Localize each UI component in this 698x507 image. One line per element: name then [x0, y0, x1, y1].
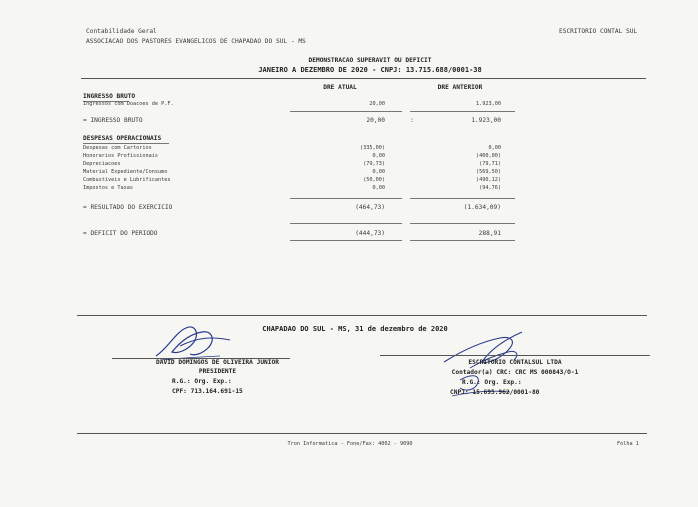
president-cpf: CPF: 713.164.691-15 [172, 388, 243, 395]
header-entity-name: ASSOCIACAO DOS PASTORES EVANGELICOS DE CHAPADAO DO SUL - MS [86, 38, 306, 45]
footer-divider [77, 433, 647, 434]
row-value-previous: (94,76) [479, 185, 501, 191]
subtotal-line-previous [410, 198, 515, 199]
row-label: Material Expediente/Consumo [83, 169, 168, 175]
row-label: Despesas com Cartorios [83, 145, 152, 151]
place-date: CHAPADAO DO SUL - MS, 31 de dezembro de 2020 [262, 325, 448, 333]
report-subtitle: JANEIRO A DEZEMBRO DE 2020 - CNPJ: 13.715.688/0001-38 [258, 66, 482, 74]
accountant-cnpj: CNPJ: 15.695.962/0001-80 [450, 389, 540, 396]
row-value-previous: (400,00) [476, 153, 501, 159]
row-value-current: (335,00) [360, 145, 385, 151]
section-heading-ingresso: INGRESSO BRUTO [83, 93, 136, 100]
total-value-previous: 1.923,00 [471, 117, 501, 124]
resultado-value-previous: (1.634,09) [463, 204, 501, 211]
header-system-name: Contabilidade Geral [86, 28, 157, 35]
signature-top-divider [77, 315, 647, 316]
row-value-previous: (569,50) [476, 169, 501, 175]
column-header-previous: DRE ANTERIOR [437, 84, 483, 91]
president-rg: R.G.: Org. Exp.: [172, 378, 232, 385]
deficit-line-current [290, 240, 402, 241]
row-value-previous: 0,00 [488, 145, 501, 151]
total-mark: : [410, 117, 414, 124]
footer-software: Tron Informatica - Fone/Fax: 4002 - 9090 [287, 441, 413, 447]
row-value-current: 0,00 [372, 169, 385, 175]
row-value-previous: 1.923,00 [476, 101, 501, 107]
president-name: DAVID DOMINGOS DE OLIVEIRA JUNIOR [156, 359, 279, 366]
row-value-current: 20,00 [369, 101, 385, 107]
section-underline [83, 143, 169, 144]
header-office-name: ESCRITORIO CONTAL SUL [559, 28, 638, 35]
deficit-value-previous: 288,91 [478, 230, 501, 237]
row-value-current: (79,73) [363, 161, 385, 167]
resultado-label: = RESULTADO DO EXERCICIO [83, 204, 173, 211]
subtotal-line-previous [410, 111, 515, 112]
row-value-previous: (79,71) [479, 161, 501, 167]
row-label: Ingressos com Doacoes de P.F. [83, 101, 174, 107]
row-value-previous: (490,12) [476, 177, 501, 183]
report-title: DEMONSTRACAO SUPERAVIT OU DEFICIT [308, 57, 432, 64]
total-line-previous [410, 223, 515, 224]
footer-page-number: Folha 1 [617, 441, 639, 447]
signature-line-right [380, 355, 650, 356]
deficit-value-current: (444,73) [355, 230, 385, 237]
column-header-current: DRE ATUAL [323, 84, 357, 91]
president-role: PRESIDENTE [198, 368, 237, 375]
deficit-label: = DEFICIT DO PERIODO [83, 230, 158, 237]
row-label: Impostos e Taxas [83, 185, 133, 191]
row-value-current: 0,00 [372, 153, 385, 159]
accountant-role: Contador(a) CRC: CRC MS 000843/O-1 [451, 369, 579, 376]
row-label: Combustiveis e Lubrificantes [83, 177, 171, 183]
row-label: Depreciacoes [83, 161, 121, 167]
accountant-rg: R.G.: Org. Exp.: [462, 379, 522, 386]
section-heading-despesas: DESPESAS OPERACIONAIS [83, 135, 162, 142]
total-label: = INGRESSO BRUTO [83, 117, 143, 124]
subtotal-line-current [290, 198, 402, 199]
row-value-current: (50,00) [363, 177, 385, 183]
subtotal-line-current [290, 111, 402, 112]
row-value-current: 0,00 [372, 185, 385, 191]
accountant-name: ESCRITORIO CONTALSUL LTDA [468, 359, 562, 366]
title-divider [81, 78, 646, 79]
total-line-current [290, 223, 402, 224]
row-label: Honorarios Profissionais [83, 153, 158, 159]
total-value-current: 20,00 [366, 117, 385, 124]
deficit-line-previous [410, 240, 515, 241]
resultado-value-current: (464,73) [355, 204, 385, 211]
